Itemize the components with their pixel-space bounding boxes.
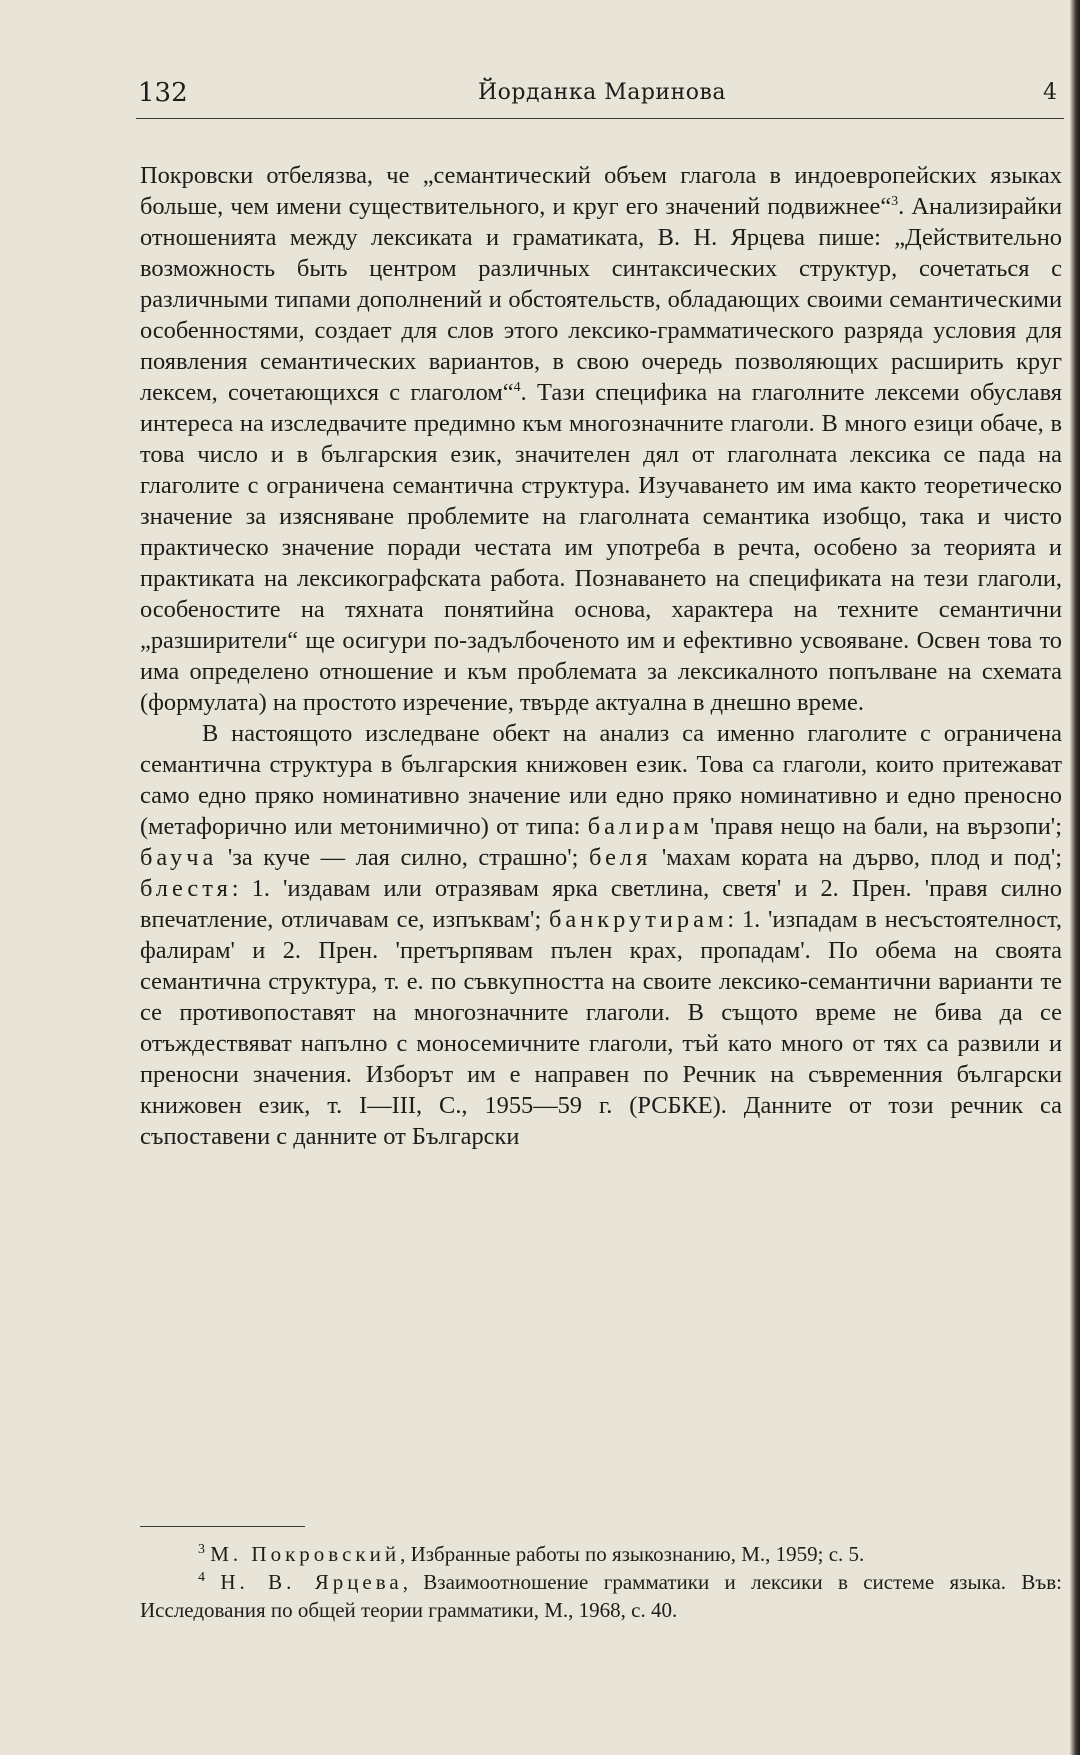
running-head-author: Йорданка Маринова [478, 80, 726, 105]
footnote-author: Н. В. Ярцева [220, 1570, 403, 1594]
paragraph-1 [140, 160, 1062, 718]
footnote-3 [140, 1540, 1062, 1568]
p2-part-e: : 1. 'издавам или отразявам ярка светлина, светя' и 2. Прен. 'правя силно впечатление, отличавам се, изпъквам'; [140, 875, 1062, 933]
p2-part-c: 'за куче — лая силно, страшно'; [217, 844, 589, 871]
footnote-rule [140, 1526, 305, 1527]
p2-part-a: В настоящото изследване обект на анализ са именно глаголите с ограничена семантична структура в българския книжовен език. Това са глаголи, които притежават само едно пряко номинативно значение или едно пряко номинативно и едно преносно (метафорично или метонимично) от типа: [140, 720, 1062, 840]
running-header [138, 78, 1063, 114]
page-edge [1070, 0, 1080, 1755]
page-number: 132 [138, 78, 188, 108]
p1-mid: . Анализирайки отношенията между лексиката и граматиката, В. Н. Ярцева пише: „Действительно возможность быть центром различных синтаксических структур, сочетаться с различными типами дополнений и обстоятельств, обладающих своими семантическими особенностями, создает для слов этого лексико-грамматического разряда условия для появления семантических вариантов, в свою очередь позволяющих расширить круг лексем, сочетающихся с глаголом“ [140, 193, 1062, 406]
header-rule [136, 118, 1064, 119]
paragraph-2 [140, 718, 1062, 1152]
example-word: бауча [140, 844, 218, 871]
footnote-number: 3 [198, 1542, 205, 1557]
footnotes [140, 1540, 1062, 1624]
example-word: балирам [587, 813, 703, 840]
example-word: банкрутирам [549, 906, 728, 933]
p2-part-d: 'махам кората на дърво, плод и под'; [651, 844, 1062, 871]
example-word: беля [589, 844, 652, 871]
p1-lead: Покровски отбелязва, че „семантический объем глагола в индоевропейских языках больше, чем имени существительного, и круг его значений подвижнее“ [140, 162, 1062, 220]
footnote-4 [140, 1568, 1062, 1624]
footnote-text: , Избранные работы по языкознанию, М., 1959; с. 5. [400, 1542, 865, 1566]
footnote-text: , Взаимоотношение грамматики и лексики в системе языка. Във: Исследования по общей теории грамматики, М., 1968, с. 40. [140, 1570, 1062, 1622]
footnote-number: 4 [198, 1570, 205, 1585]
footnote-ref-3: 3 [891, 193, 899, 209]
example-word: блестя [140, 875, 232, 902]
p1-rest: . Тази специфика на глаголните лексеми обуславя интереса на изследвачите предимно към многозначните глаголи. В много езици обаче, в това число и в българския език, значителен дял от глаголната лексика се пада на глаголите с ограничена семантична структура. Изучаването им има както теоретическо значение за изясняване проблемите на глаголната семантика изобщо, така и чисто практическо значение поради честата им употреба в речта, особено за теорията и практиката на лексикографската работа. Познаването на спецификата на тези глаголи, особеностите на тяхната понятийна основа, характера на техните семантични „разширители“ ще осигури по-задълбоченото им и ефективно усвояване. Освен това то има определено отношение и към проблемата за лексикалното попълване на схемата (формулата) на простото изречение, твърде актуална в днешно време. [140, 379, 1062, 716]
signature-mark: 4 [1043, 80, 1057, 105]
footnote-ref-4: 4 [513, 379, 521, 395]
p2-part-f: : 1. 'изпадам в несъстоятелност, фалирам' и 2. Прен. 'претърпявам пълен крах, пропадам'. По обема на своята семантична структура, т. е. по съвкупността на своите лексико-семантични варианти те се противопоставят на многозначните глаголи. В същото време не бива да се отъждествяват напълно с моносемичните глаголи, тъй като много от тях са развили и преносни значения. Изборът им е направен по Речник на съвременния български книжовен език, т. I—III, С., 1955—59 г. (РСБКЕ). Данните от този речник са съпоставени с данните от Български [140, 906, 1063, 1150]
body-text [140, 160, 1062, 1152]
footnote-author: М. Покровский [210, 1542, 401, 1566]
p2-part-b: 'правя нещо на бали, на вързопи'; [702, 813, 1062, 840]
